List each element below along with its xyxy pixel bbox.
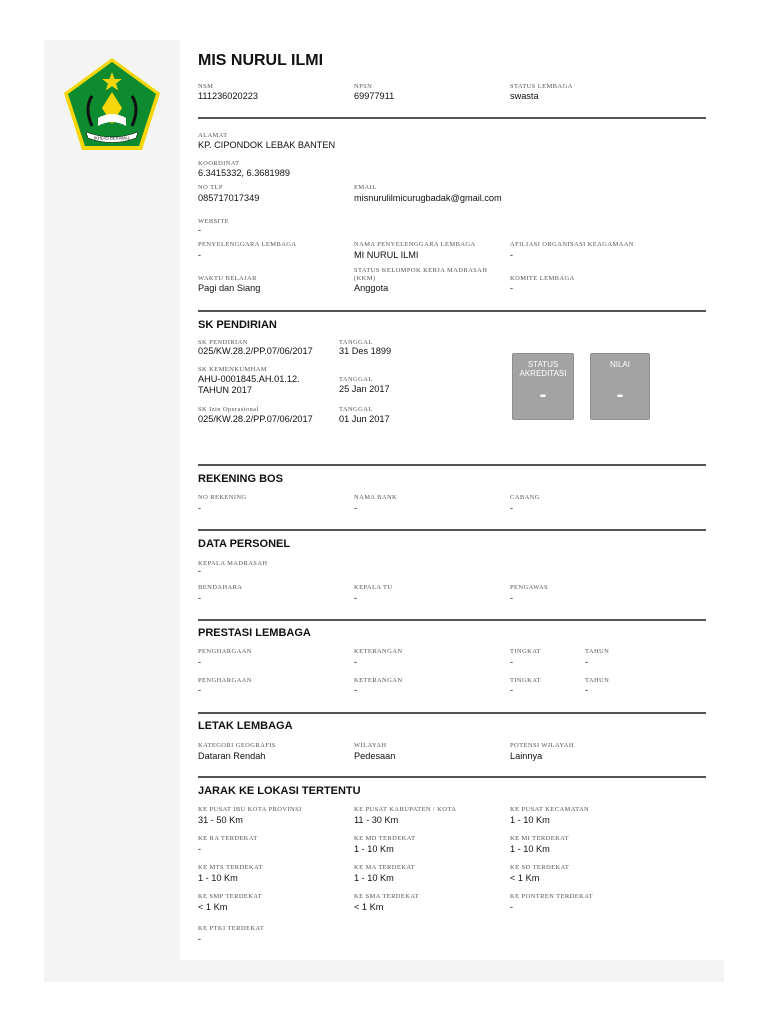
penghargaan-value: - xyxy=(198,685,202,695)
kkm-value: Anggota xyxy=(354,283,389,293)
jarak-item-value: < 1 Km xyxy=(510,873,540,883)
penghargaan-value: - xyxy=(198,657,202,667)
jarak-item-label: KE MI TERDEKAT xyxy=(510,835,569,842)
jarak-item-value: - xyxy=(198,934,202,944)
kemenag-emblem-logo xyxy=(62,56,162,152)
kkm-label: STATUS KELOMPOK KERJA MADRASAH (KKM) xyxy=(354,267,488,282)
rekening-bos-heading: REKENING BOS xyxy=(198,473,283,485)
sk-kemenkumham-label: SK KEMENKUMHAM xyxy=(198,366,267,373)
jarak-item-value: - xyxy=(510,902,514,912)
jarak-item-value: 1 - 10 Km xyxy=(354,873,394,883)
komite-label: KOMITE LEMBAGA xyxy=(510,275,575,282)
jarak-item-value: 31 - 50 Km xyxy=(198,815,243,825)
kepala-tu-value: - xyxy=(354,593,358,603)
sk-tanggal-1-label: TANGGAL xyxy=(339,339,373,346)
jarak-item-value: < 1 Km xyxy=(198,902,228,912)
letak-lembaga-heading: LETAK LEMBAGA xyxy=(198,720,293,732)
jarak-item-value: - xyxy=(198,844,202,854)
cabang-value: - xyxy=(510,503,514,513)
nilai-card xyxy=(590,353,650,420)
wilayah-value: Pedesaan xyxy=(354,751,396,761)
jarak-item-label: KE MD TERDEKAT xyxy=(354,835,416,842)
email-label: EMAIL xyxy=(354,184,377,191)
jarak-item-label: KE PUSAT KABUPATEN / KOTA xyxy=(354,806,457,813)
npsn-label: NPSN xyxy=(354,83,373,90)
bendahara-label: BENDAHARA xyxy=(198,584,243,591)
section-divider xyxy=(198,529,706,531)
section-divider xyxy=(198,712,706,714)
jarak-item-label: KE PONTREN TERDEKAT xyxy=(510,893,593,900)
jarak-item-label: KE PUSAT KECAMATAN xyxy=(510,806,590,813)
jarak-item-label: KE PUSAT IBU KOTA PROVINSI xyxy=(198,806,302,813)
tingkat-value: - xyxy=(510,657,514,667)
tahun-label: TAHUN xyxy=(585,677,610,684)
jarak-item-label: KE SMA TERDEKAT xyxy=(354,893,420,900)
kepala-madrasah-label: KEPALA MADRASAH xyxy=(198,560,268,567)
wilayah-label: WILAYAH xyxy=(354,742,387,749)
jarak-item-value: 1 - 10 Km xyxy=(354,844,394,854)
section-divider xyxy=(198,776,706,778)
keterangan-value: - xyxy=(354,657,358,667)
svg-text:IKHLAS BERAMAL: IKHLAS BERAMAL xyxy=(93,135,131,141)
nama-penyelenggara-label: NAMA PENYELENGGARA LEMBAGA xyxy=(354,241,476,248)
email-value[interactable]: misnurulilmicurugbadak@gmail.com xyxy=(354,193,502,203)
page-title: MIS NURUL ILMI xyxy=(198,52,324,69)
section-divider xyxy=(198,464,706,466)
sk-izin-label: SK Izin Operasional xyxy=(198,406,259,413)
jarak-item-label: KE RA TERDEKAT xyxy=(198,835,258,842)
sk-tanggal-2-label: TANGGAL xyxy=(339,376,373,383)
sk-pendirian-heading: SK PENDIRIAN xyxy=(198,319,277,331)
keterangan-value: - xyxy=(354,685,358,695)
website-label: WEBSITE xyxy=(198,218,229,225)
npsn-value: 69977911 xyxy=(354,91,395,101)
pengawas-label: PENGAWAS xyxy=(510,584,549,591)
afiliasi-label: AFILIASI ORGANISASI KEAGAMAAN xyxy=(510,241,634,248)
keterangan-label: KETERANGAN xyxy=(354,648,403,655)
section-divider xyxy=(198,117,706,119)
status-lembaga-label: STATUS LEMBAGA xyxy=(510,83,573,90)
jarak-item-label: KE SD TERDEKAT xyxy=(510,864,570,871)
alamat-label: ALAMAT xyxy=(198,132,228,139)
kepala-madrasah-value: - xyxy=(198,566,202,576)
prestasi-heading: PRESTASI LEMBAGA xyxy=(198,627,311,639)
tingkat-label: TINGKAT xyxy=(510,648,541,655)
data-personel-heading: DATA PERSONEL xyxy=(198,538,291,550)
nsm-label: NSM xyxy=(198,83,214,90)
jarak-item-value: 1 - 10 Km xyxy=(198,873,238,883)
jarak-item-label: KE PTKI TERDEKAT xyxy=(198,925,265,932)
cabang-label: CABANG xyxy=(510,494,540,501)
tahun-label: TAHUN xyxy=(585,648,610,655)
no-rekening-label: NO REKENING xyxy=(198,494,247,501)
akreditasi-card xyxy=(512,353,574,420)
keterangan-label: KETERANGAN xyxy=(354,677,403,684)
potensi-wilayah-value: Lainnya xyxy=(510,751,543,761)
tingkat-value: - xyxy=(510,685,514,695)
nama-bank-value: - xyxy=(354,503,358,513)
sk-pendirian-value: 025/KW.28.2/PP.07/06/2017 xyxy=(198,346,313,356)
sk-kemenkumham-value: AHU-0001845.AH.01.12. TAHUN 2017 xyxy=(198,374,300,395)
section-divider xyxy=(198,619,706,621)
bendahara-value: - xyxy=(198,593,202,603)
tlp-label: NO TLP xyxy=(198,184,223,191)
tingkat-label: TINGKAT xyxy=(510,677,541,684)
geografis-value: Dataran Rendah xyxy=(198,751,266,761)
sk-tanggal-3-value: 01 Jun 2017 xyxy=(339,414,390,424)
sk-izin-value: 025/KW.28.2/PP.07/06/2017 xyxy=(198,414,313,424)
pengawas-value: - xyxy=(510,593,514,603)
waktu-belajar-value: Pagi dan Siang xyxy=(198,283,261,293)
jarak-heading: JARAK KE LOKASI TERTENTU xyxy=(198,785,361,797)
nama-penyelenggara-value: MI NURUL ILMI xyxy=(354,250,419,260)
jarak-item-label: KE MA TERDEKAT xyxy=(354,864,416,871)
sk-pendirian-label: SK PENDIRIAN xyxy=(198,339,248,346)
penghargaan-label: PENGHARGAAN xyxy=(198,677,252,684)
penyelenggara-value: - xyxy=(198,250,202,260)
potensi-wilayah-label: POTENSI WILAYAH xyxy=(510,742,574,749)
nsm-value: 111236020223 xyxy=(198,91,258,101)
koordinat-value: 6.3415332, 6.3681989 xyxy=(198,168,290,178)
geografis-label: KATEGORI GEOGRAFIS xyxy=(198,742,276,749)
koordinat-label: KOORDINAT xyxy=(198,160,240,167)
sk-tanggal-3-label: TANGGAL xyxy=(339,406,373,413)
alamat-value: KP. CIPONDOK LEBAK BANTEN xyxy=(198,140,336,150)
status-lembaga-value: swasta xyxy=(510,91,539,101)
nama-bank-label: NAMA BANK xyxy=(354,494,398,501)
penyelenggara-label: PENYELENGGARA LEMBAGA xyxy=(198,241,297,248)
nilai-value: - xyxy=(616,384,624,406)
sk-tanggal-2-value: 25 Jan 2017 xyxy=(339,384,390,394)
sk-tanggal-1-value: 31 Des 1899 xyxy=(339,346,392,356)
tahun-value: - xyxy=(585,657,589,667)
jarak-item-label: KE SMP TERDEKAT xyxy=(198,893,263,900)
komite-value: - xyxy=(510,283,514,293)
akreditasi-title: STATUS AKREDITASI xyxy=(519,360,567,378)
tahun-value: - xyxy=(585,685,589,695)
jarak-item-value: < 1 Km xyxy=(354,902,384,912)
waktu-belajar-label: WAKTU BELAJAR xyxy=(198,275,257,282)
afiliasi-value: - xyxy=(510,250,514,260)
kepala-tu-label: KEPALA TU xyxy=(354,584,393,591)
section-divider xyxy=(198,310,706,312)
jarak-item-value: 11 - 30 Km xyxy=(354,815,399,825)
jarak-item-value: 1 - 10 Km xyxy=(510,844,550,854)
akreditasi-value: - xyxy=(539,384,547,406)
jarak-item-value: 1 - 10 Km xyxy=(510,815,550,825)
tlp-value: 085717017349 xyxy=(198,193,260,203)
jarak-item-label: KE MTS TERDEKAT xyxy=(198,864,263,871)
penghargaan-label: PENGHARGAAN xyxy=(198,648,252,655)
no-rekening-value: - xyxy=(198,503,202,513)
nilai-title: NILAI xyxy=(609,360,630,369)
website-value: - xyxy=(198,225,202,235)
